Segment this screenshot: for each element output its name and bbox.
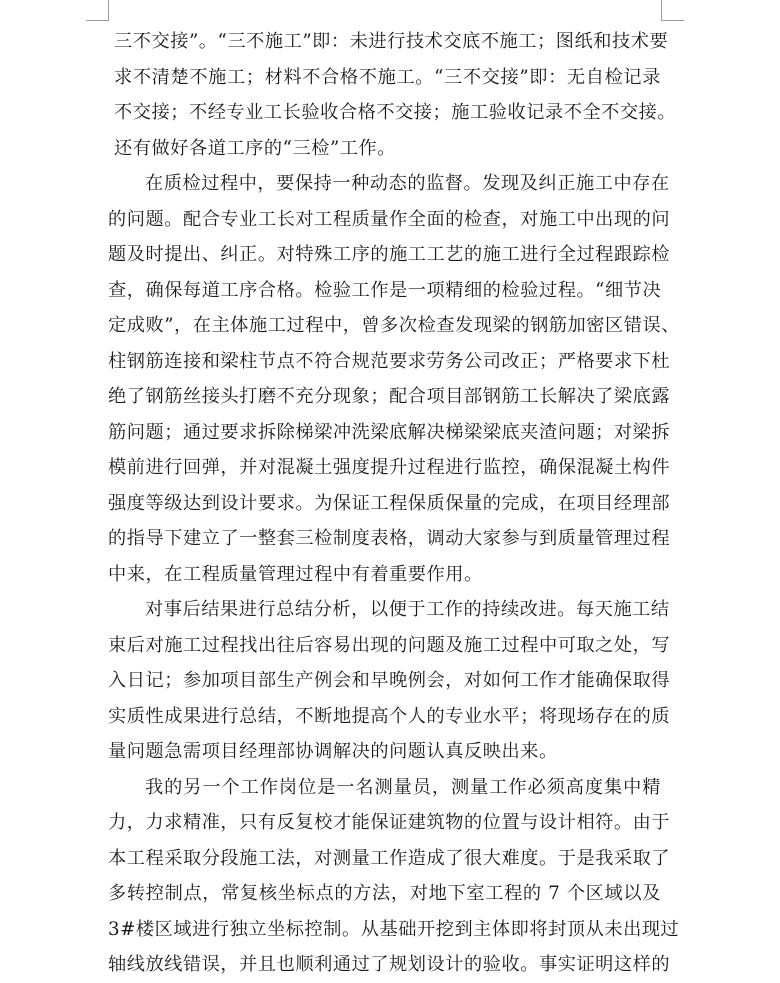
text-line: 力，力求精准，只有反复校才能保证建筑物的位置与设计相符。由于	[108, 812, 671, 833]
paragraph	[108, 592, 671, 770]
text-line: 在质检过程中，要保持一种动态的监督。发现及纠正施工中存在	[145, 173, 670, 194]
text-line: 题及时提出、纠正。对特殊工序的施工工艺的施工进行全过程跟踪检	[108, 244, 671, 265]
text-line: 的指导下建立了一整套三检制度表格，调动大家参与到质量管理过程	[108, 528, 671, 549]
page-corner-mark-left	[86, 0, 109, 21]
text-line: 实质性成果进行总结，不断地提高个人的专业水平；将现场存在的质	[108, 705, 671, 727]
text-line: 模前进行回弹，并对混凝土强度提升过程进行监控，确保混凝土构件	[108, 457, 671, 478]
text-line: 求不清楚不施工；材料不合格不施工。“三不交接”即：无自检记录	[114, 66, 661, 88]
document-body[interactable]	[108, 24, 680, 983]
text-line: 3#楼区域进行独立坐标控制。从基础开挖到主体即将封顶从未出现过	[108, 918, 680, 940]
text-line: 筋问题；通过要求拆除梯梁冲洗梁底解决梯梁梁底夹渣问题；对梁拆	[108, 421, 671, 443]
text-line: 三不交接”。“三不施工”即：未进行技术交底不施工；图纸和技术要	[114, 31, 669, 52]
paragraph	[108, 166, 680, 592]
text-line: 轴线放线错误，并且也顺利通过了规划设计的验收。事实证明这样的	[108, 954, 671, 975]
text-line: 柱钢筋连接和梁柱节点不符合规范要求劳务公司改正；严格要求下杜	[108, 350, 671, 372]
text-line: 多转控制点，常复核坐标点的方法，对地下室工程的 7 个区域以及	[108, 883, 661, 904]
text-line: 束后对施工过程找出往后容易出现的问题及施工过程中可取之处，写	[108, 634, 671, 656]
text-line: 查，确保每道工序合格。检验工作是一项精细的检验过程。“细节决	[108, 279, 662, 301]
text-line: 的问题。配合专业工长对工程质量作全面的检查，对施工中出现的问	[108, 208, 671, 230]
text-line: 入日记；参加项目部生产例会和早晚例会，对如何工作才能确保取得	[108, 670, 671, 691]
text-line: 对事后结果进行总结分析，以便于工作的持续改进。每天施工结	[145, 599, 670, 620]
text-line: 本工程采取分段施工法，对测量工作造成了很大难度。于是我采取了	[108, 847, 671, 869]
paragraph	[108, 770, 680, 983]
text-line: 定成败”，在主体施工过程中，曾多次检查发现梁的钢筋加密区错误、	[108, 315, 680, 336]
text-line: 中来，在工程质量管理过程中有着重要作用。	[108, 563, 483, 585]
text-line: 不交接；不经专业工长验收合格不交接；施工验收记录不全不交接。	[114, 102, 677, 123]
text-line: 我的另一个工作岗位是一名测量员，测量工作必须高度集中精	[145, 776, 661, 798]
text-line: 绝了钢筋丝接头打磨不充分现象；配合项目部钢筋工长解决了梁底露	[108, 386, 671, 407]
paragraph	[108, 24, 677, 166]
page-corner-mark-right	[661, 0, 684, 21]
text-line: 还有做好各道工序的“三检”工作。	[114, 137, 397, 159]
text-line: 量问题急需项目经理部协调解决的问题认真反映出来。	[108, 741, 558, 762]
text-line: 强度等级达到设计要求。为保证工程保质保量的完成，在项目经理部	[108, 492, 671, 514]
